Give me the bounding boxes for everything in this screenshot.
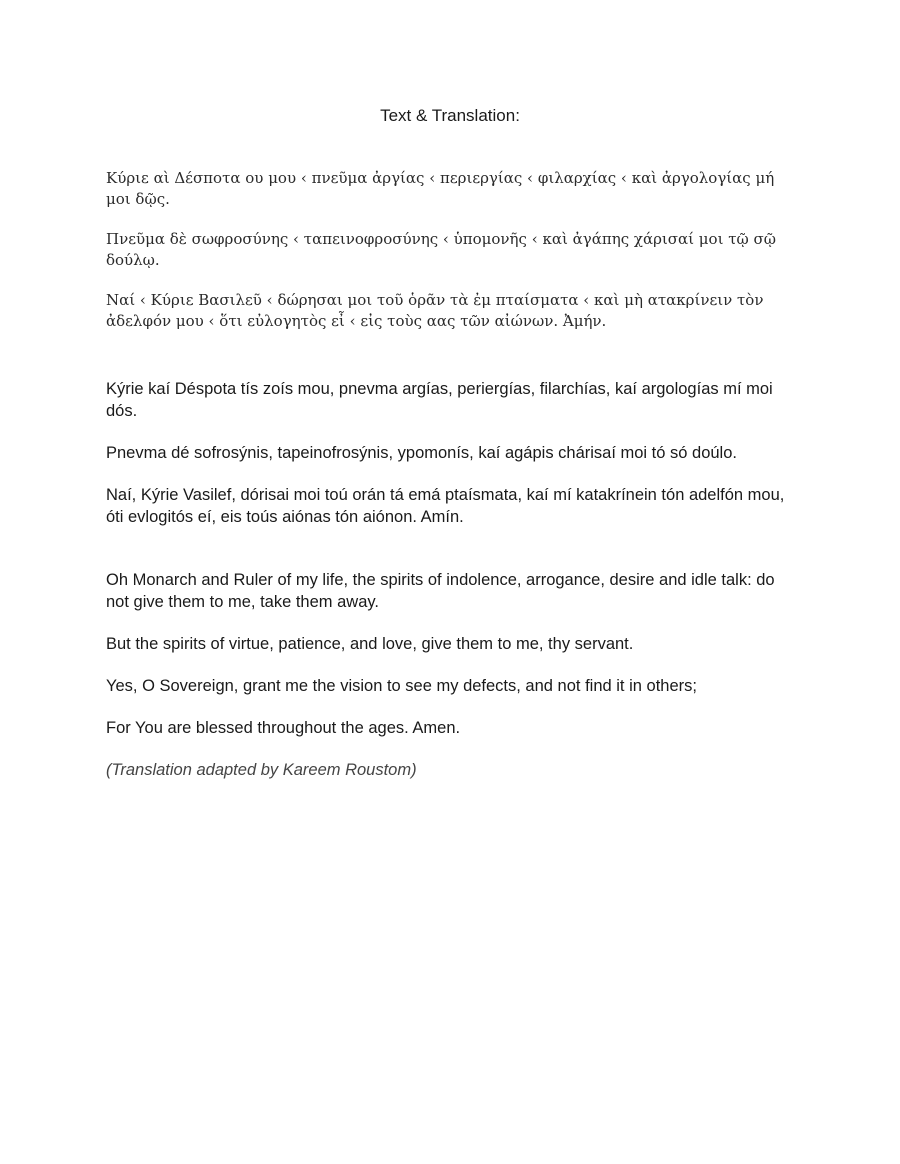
transliteration-paragraph: Kýrie kaí Déspota tís zoís mou, pnevma argías, periergías, filarchías, kaí argologías mí moi dós. bbox=[106, 380, 773, 420]
transliteration-paragraph: Pnevma dé sofrosýnis, tapeinofrosýnis, ypomonís, kaí agápis chárisaí moi tó só doúlo. bbox=[106, 444, 737, 462]
transliteration-paragraph: Naí, Kýrie Vasilef, dórisai moi toú orán tá emá ptaísmata, kaí mí katakrínein tón adelfón mou, óti evlogitós eí, eis toús aiónas tón aiónon. Amín. bbox=[106, 486, 785, 526]
translation-paragraph: But the spirits of virtue, patience, and love, give them to me, thy servant. bbox=[106, 635, 634, 653]
translation-section bbox=[106, 569, 800, 801]
greek-paragraph: Κύριε αὶ Δέσποτα ου μου ‹ πνεῦμα ἀργίας ‹ περιεργίας ‹ φιλαρχίας ‹ καὶ ἀργολογίας μή μοι δῷς. bbox=[106, 169, 775, 208]
greek-paragraph: Πνεῦμα δὲ σωφροσύνης ‹ ταπεινοφροσύνης ‹ ὑπομονῆς ‹ καὶ ἀγάπης χάρισαί μοι τῷ σῷ δούλῳ. bbox=[106, 230, 776, 269]
translation-credit: (Translation adapted by Kareem Roustom) bbox=[106, 761, 417, 779]
greek-text-section bbox=[106, 168, 800, 351]
translation-paragraph: Oh Monarch and Ruler of my life, the spirits of indolence, arrogance, desire and idle talk: do not give them to me, take them away. bbox=[106, 571, 775, 611]
translation-paragraph: Yes, O Sovereign, grant me the vision to see my defects, and not find it in others; bbox=[106, 677, 697, 695]
translation-paragraph: For You are blessed throughout the ages. Amen. bbox=[106, 719, 461, 737]
transliteration-section bbox=[106, 378, 800, 548]
page-title: Text & Translation: bbox=[380, 106, 520, 125]
greek-paragraph: Ναί ‹ Κύριε Βασιλεῦ ‹ δώρησαι μοι τοῦ ὁρᾶν τὰ ἐμ πταίσματα ‹ καὶ μὴ ατακρίνειν τὸν ἀδελφόν μου ‹ ὅτι εὐλογητὸς εἶ ‹ εἰς τοὺς αας τῶν αἰώνων. Ἀμήν. bbox=[106, 291, 764, 330]
